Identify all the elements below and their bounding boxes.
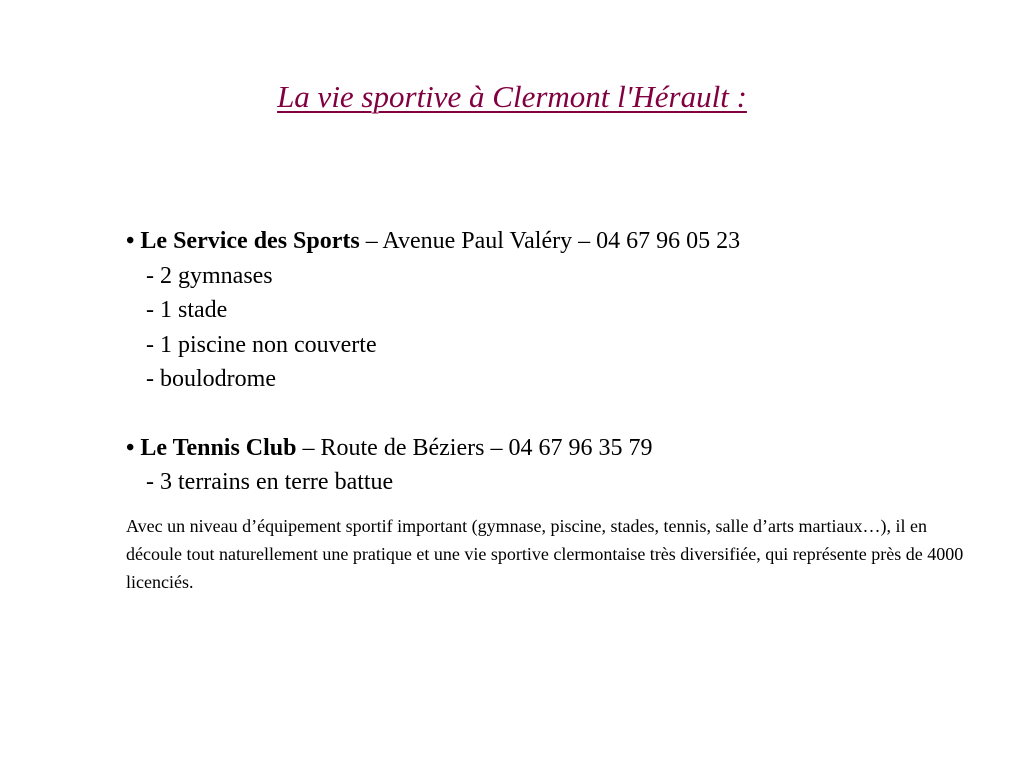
- list-item: - 2 gymnases: [146, 262, 273, 289]
- section-heading-tennis-club: [126, 431, 986, 466]
- slide-content: [126, 224, 986, 614]
- list-item: - 3 terrains en terre battue: [146, 469, 394, 495]
- section-details: – Route de Béziers – 04 67 96 35 79: [296, 434, 653, 461]
- summary-paragraph: Avec un niveau d’équipement sportif important (gymnase, piscine, stades, tennis, salle d’arts martiaux…), il en découle tout naturellement une pratique et une vie sportive clermontaise très diversifiée, qui représente près de 4000 licenciés.: [126, 515, 964, 592]
- bullet: •: [126, 434, 135, 461]
- slide-title-text: La vie sportive à Clermont l'Hérault :: [277, 79, 747, 114]
- list-item: - 1 piscine non couverte: [146, 331, 377, 358]
- list-item: - boulodrome: [146, 366, 276, 392]
- spacer: [126, 397, 986, 431]
- section-heading-sports-service: [126, 224, 986, 259]
- section-name: Le Service des Sports: [140, 228, 360, 254]
- list-item: - 1 stade: [146, 297, 228, 323]
- section-details: – Avenue Paul Valéry – 04 67 96 05 23: [359, 228, 741, 254]
- section-name: Le Tennis Club: [140, 434, 297, 461]
- bullet: •: [126, 228, 135, 254]
- slide-title: [0, 76, 1024, 118]
